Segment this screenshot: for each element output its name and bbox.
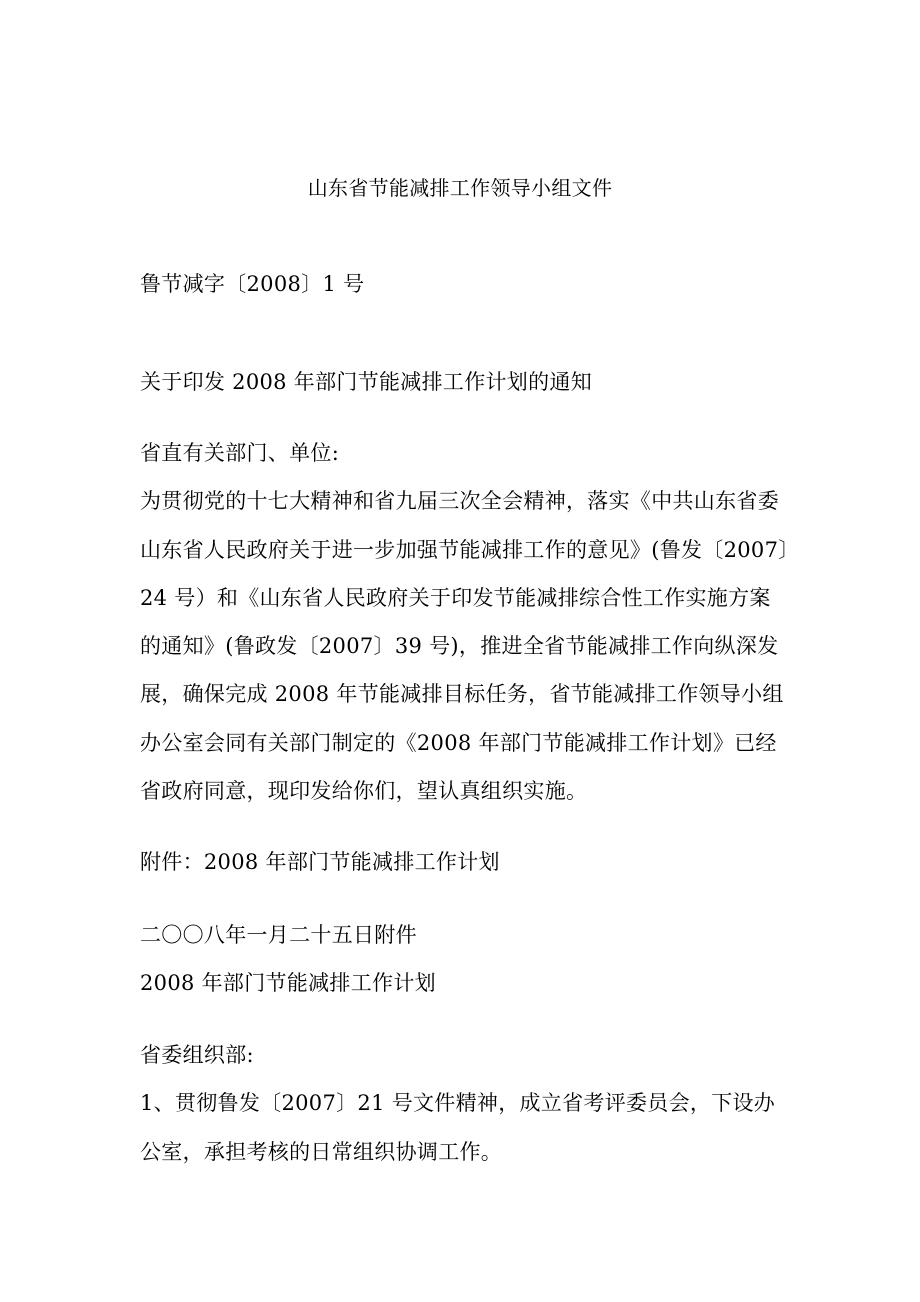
item-line: 1、贯彻鲁发〔2007〕21 号文件精神，成立省考评委员会，下设办	[140, 1091, 776, 1115]
body-line: 办公室会同有关部门制定的《2008 年部门节能减排工作计划》已经	[140, 731, 777, 755]
item-line: 公室，承担考核的日常组织协调工作。	[140, 1140, 503, 1164]
document-header-title: 山东省节能减排工作领导小组文件	[307, 176, 613, 200]
attachment-line: 附件：2008 年部门节能减排工作计划	[140, 850, 500, 874]
body-line: 24 号）和《山东省人民政府关于印发节能减排综合性工作实施方案	[140, 586, 771, 610]
body-line: 省政府同意，现印发给你们，望认真组织实施。	[140, 779, 588, 803]
body-line: 山东省人民政府关于进一步加强节能减排工作的意见》(鲁发〔2007〕	[140, 538, 800, 562]
salutation: 省直有关部门、单位:	[140, 441, 340, 465]
plan-title: 2008 年部门节能减排工作计划	[140, 971, 436, 995]
body-line: 为贯彻党的十七大精神和省九届三次全会精神，落实《中共山东省委	[140, 489, 779, 513]
document-number: 鲁节减字〔2008〕1 号	[140, 272, 365, 296]
date-line: 二〇〇八年一月二十五日附件	[140, 923, 417, 947]
body-line: 的通知》(鲁政发〔2007〕39 号)，推进全省节能减排工作向纵深发	[140, 634, 779, 658]
notice-title: 关于印发 2008 年部门节能减排工作计划的通知	[140, 370, 592, 394]
body-line: 展，确保完成 2008 年节能减排目标任务，省节能减排工作领导小组	[140, 682, 784, 706]
dept-heading: 省委组织部:	[140, 1043, 254, 1067]
